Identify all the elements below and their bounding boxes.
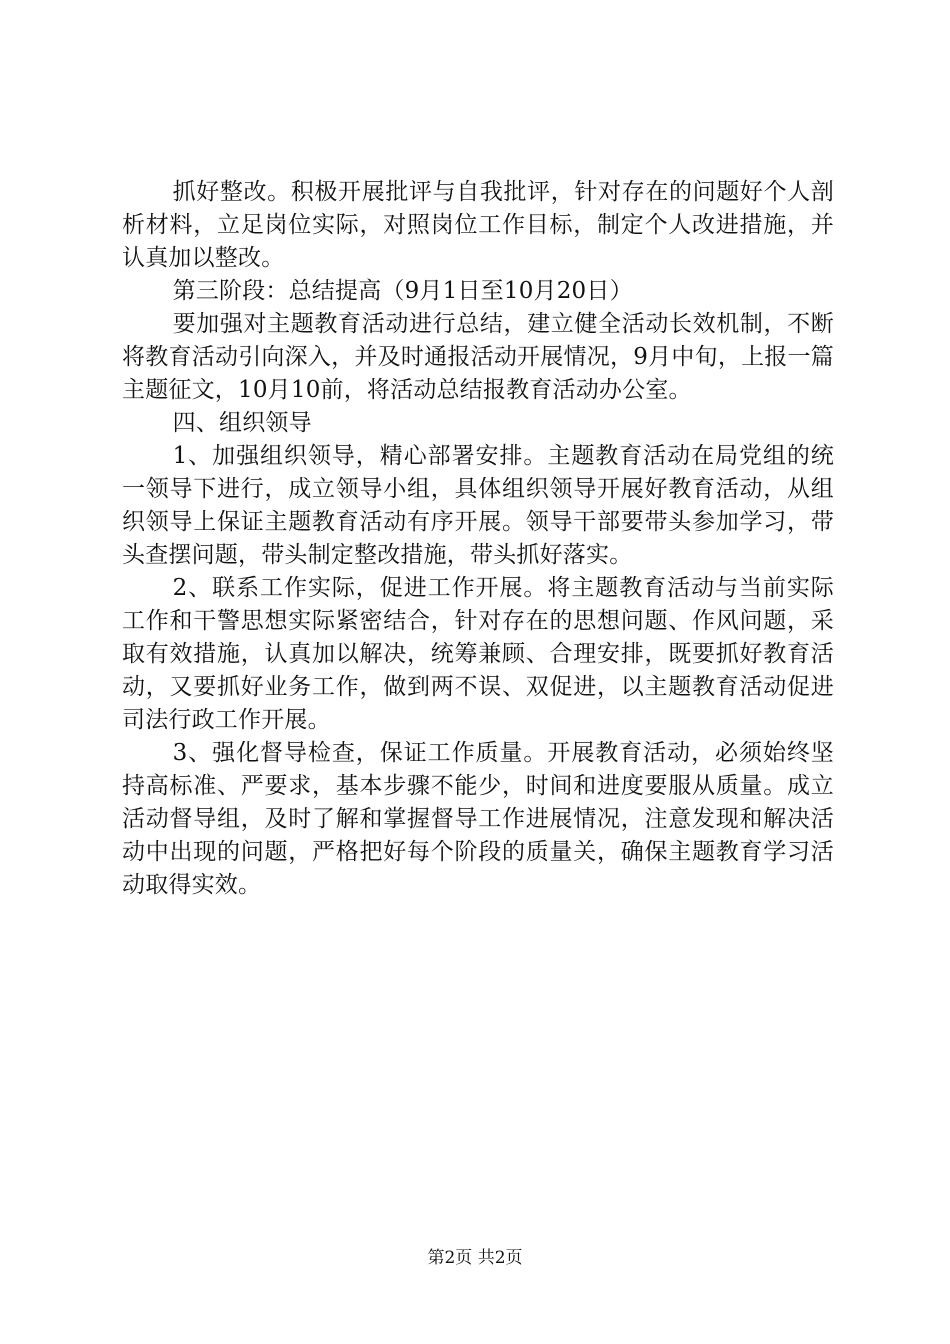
page-footer [0,1243,950,1268]
page-number-indicator: 第2页 共2页 [427,1248,523,1268]
document-body [122,176,834,902]
paragraph-item-2: 2、联系工作实际，促进工作开展。将主题教育活动与当前实际工作和干警思想实际紧密结合，针对存在的思想问题、作风问题，采取有效措施，认真加以解决，统筹兼顾、合理安排，既要抓好教育活动，又要抓好业务工作，做到两不误、双促进，以主题教育活动促进司法行政工作开展。 [122,575,834,733]
heading-organization-leadership: 四、组织领导 [172,410,312,436]
paragraph-item-1: 1、加强组织领导，精心部署安排。主题教育活动在局党组的统一领导下进行，成立领导小组，具体组织领导开展好教育活动，从组织领导上保证主题教育活动有序开展。领导干部要带头参加学习，带头查摆问题，带头制定整改措施，带头抓好落实。 [122,443,834,568]
paragraph-rectification: 抓好整改。积极开展批评与自我批评，针对存在的问题好个人剖析材料，立足岗位实际，对照岗位工作目标，制定个人改进措施，并认真加以整改。 [122,179,834,271]
heading-phase-three: 第三阶段：总结提高（9月1日至10月20日） [172,278,633,304]
paragraph-item-3: 3、强化督导检查，保证工作质量。开展教育活动，必须始终坚持高标准、严要求，基本步骤不能少，时间和进度要服从质量。成立活动督导组，及时了解和掌握督导工作进展情况，注意发现和解决活动中出现的问题，严格把好每个阶段的质量关，确保主题教育学习活动取得实效。 [122,740,834,898]
paragraph-summary: 要加强对主题教育活动进行总结，建立健全活动长效机制，不断将教育活动引向深入，并及时通报活动开展情况，9月中旬，上报一篇主题征文，10月10前，将活动总结报教育活动办公室。 [122,311,834,403]
